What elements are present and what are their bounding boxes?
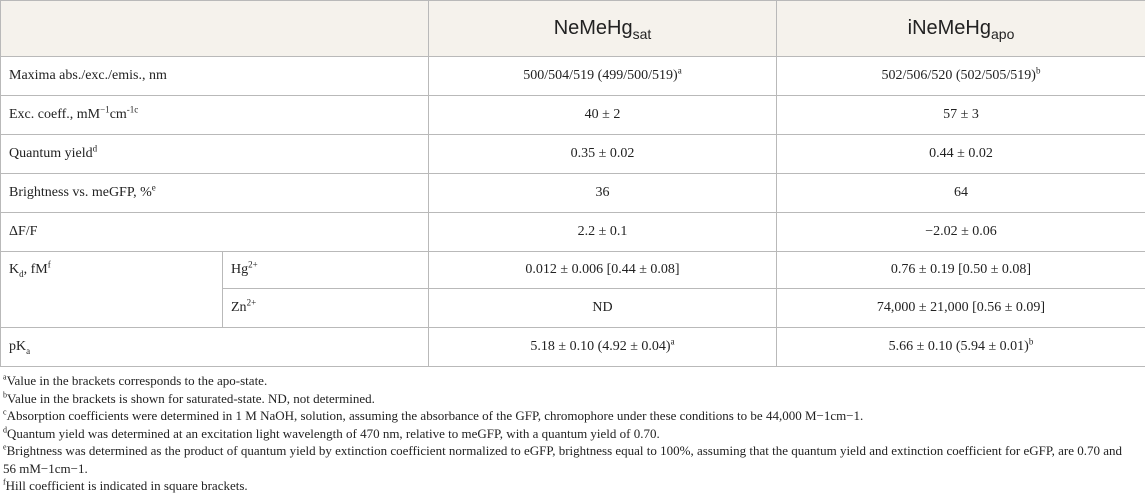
label-pka-sub: a: [26, 345, 31, 356]
row-quantum-yield: [1, 135, 1145, 174]
label-exc-sup1: −1: [100, 104, 110, 115]
row-delta-f: [1, 213, 1145, 252]
label-delta-f: ΔF/F: [1, 213, 429, 252]
footnote-mark: f: [3, 477, 6, 487]
footnote-mark: c: [3, 407, 7, 417]
footnote-text: Brightness was determined as the product of quantum yield by extinction coefficient normalized to eGFP, brightness equal to 100%, assuming that the quantum yield and extinction coefficient for eGFP, are 0.70 and 56 mM−1cm−1.: [3, 443, 1123, 476]
label-zn: [223, 289, 429, 328]
value-kd-zn-sat: ND: [429, 289, 777, 328]
footnote-text: Absorption coefficients were determined in 1 M NaOH, solution, assuming the absorbance of the GFP, chromophore under these conditions to be 44,000 M−1cm−1.: [6, 408, 864, 423]
value-brightness-sat: 36: [429, 174, 777, 213]
header-col1-sub: sat: [632, 26, 652, 42]
footnote-text: Quantum yield was determined at an excitation light wavelength of 470 nm, relative to meGFP, with a quantum yield of 0.70.: [7, 425, 660, 441]
value-qy-apo: 0.44 ± 0.02: [777, 135, 1145, 174]
value-kd-zn-apo: 74,000 ± 21,000 [0.56 ± 0.09]: [777, 289, 1145, 328]
value-kd-hg-apo: 0.76 ± 0.19 [0.50 ± 0.08]: [777, 252, 1145, 289]
header-empty-cell: [1, 1, 429, 57]
footnote-mark: e: [151, 182, 156, 193]
header-nemehg-sat: [429, 1, 777, 57]
header-row: [1, 1, 1145, 57]
footnote-d: [3, 425, 1137, 443]
footnote-c: [3, 407, 1137, 425]
label-pka: [1, 328, 429, 367]
row-maxima: [1, 57, 1145, 96]
value-qy-sat: 0.35 ± 0.02: [429, 135, 777, 174]
label-brightness-text: Brightness vs. meGFP, %: [9, 185, 152, 200]
footnote-text: Hill coefficient is indicated in square brackets.: [5, 478, 248, 493]
label-hg-charge: 2+: [248, 259, 258, 270]
row-brightness: [1, 174, 1145, 213]
label-kd-sub: d: [19, 268, 24, 279]
label-zn-charge: 2+: [246, 297, 257, 308]
row-pka: [1, 328, 1145, 367]
footnote-text: Value in the brackets corresponds to the apo-state.: [6, 373, 268, 388]
value-maxima-sat-text: 500/504/519 (499/500/519): [523, 68, 678, 83]
value-exc-sat: 40 ± 2: [429, 96, 777, 135]
footnote-b: [3, 390, 1137, 408]
value-maxima-apo: [777, 57, 1145, 96]
row-exc-coeff: [1, 96, 1145, 135]
value-df-sat: 2.2 ± 0.1: [429, 213, 777, 252]
footnote-f: [3, 477, 1137, 495]
label-kd-base: K: [9, 262, 20, 277]
value-pka-sat: [429, 328, 777, 367]
value-brightness-apo: 64: [777, 174, 1145, 213]
value-kd-hg-sat: 0.012 ± 0.006 [0.44 ± 0.08]: [429, 252, 777, 289]
footnote-mark: b: [3, 390, 7, 400]
header-col2-name: iNeMeHg: [907, 17, 991, 39]
label-exc-text: Exc. coeff., mM: [9, 107, 101, 122]
label-hg-text: Hg: [231, 262, 249, 277]
footnote-mark: b: [1035, 65, 1041, 76]
label-exc-coeff: [1, 96, 429, 135]
row-kd-hg: [1, 252, 1145, 289]
footnote-mark: a: [3, 372, 7, 382]
footnote-mark: e: [3, 442, 7, 452]
footnote-mark: f: [47, 259, 51, 270]
table-footnotes: [0, 367, 1145, 495]
footnote-mark: b: [1028, 336, 1034, 347]
value-maxima-apo-text: 502/506/520 (502/505/519): [881, 68, 1036, 83]
header-inemehg-apo: [777, 1, 1145, 57]
footnote-text: Value in the brackets is shown for saturated-state. ND, not determined.: [7, 390, 375, 406]
value-pka-sat-text: 5.18 ± 0.10 (4.92 ± 0.04): [530, 339, 671, 354]
label-quantum-yield: [1, 135, 429, 174]
label-pka-base: pK: [9, 339, 27, 354]
label-qy-text: Quantum yield: [9, 146, 93, 161]
label-kd: [1, 252, 223, 328]
label-kd-rest: , fM: [23, 262, 48, 277]
label-exc-mid: cm: [109, 107, 127, 122]
value-df-apo: −2.02 ± 0.06: [777, 213, 1145, 252]
footnote-mark: d: [3, 425, 7, 435]
value-pka-apo-text: 5.66 ± 0.10 (5.94 ± 0.01): [888, 339, 1029, 354]
label-maxima: [1, 57, 429, 96]
label-hg: [223, 252, 429, 289]
header-col1-name: NeMeHg: [553, 17, 633, 39]
label-zn-text: Zn: [231, 300, 247, 315]
value-pka-apo: [777, 328, 1145, 367]
footnote-e: [3, 442, 1137, 477]
footnote-mark: a: [677, 65, 682, 76]
value-maxima-sat: [429, 57, 777, 96]
header-col2-sub: apo: [991, 26, 1015, 42]
label-maxima-text: Maxima abs./exc./emis., nm: [9, 68, 167, 83]
footnote-a: [3, 372, 1137, 390]
label-exc-sup2: -1c: [126, 104, 139, 115]
footnote-mark: a: [670, 336, 675, 347]
footnote-mark: d: [92, 143, 98, 154]
value-exc-apo: 57 ± 3: [777, 96, 1145, 135]
label-brightness: [1, 174, 429, 213]
